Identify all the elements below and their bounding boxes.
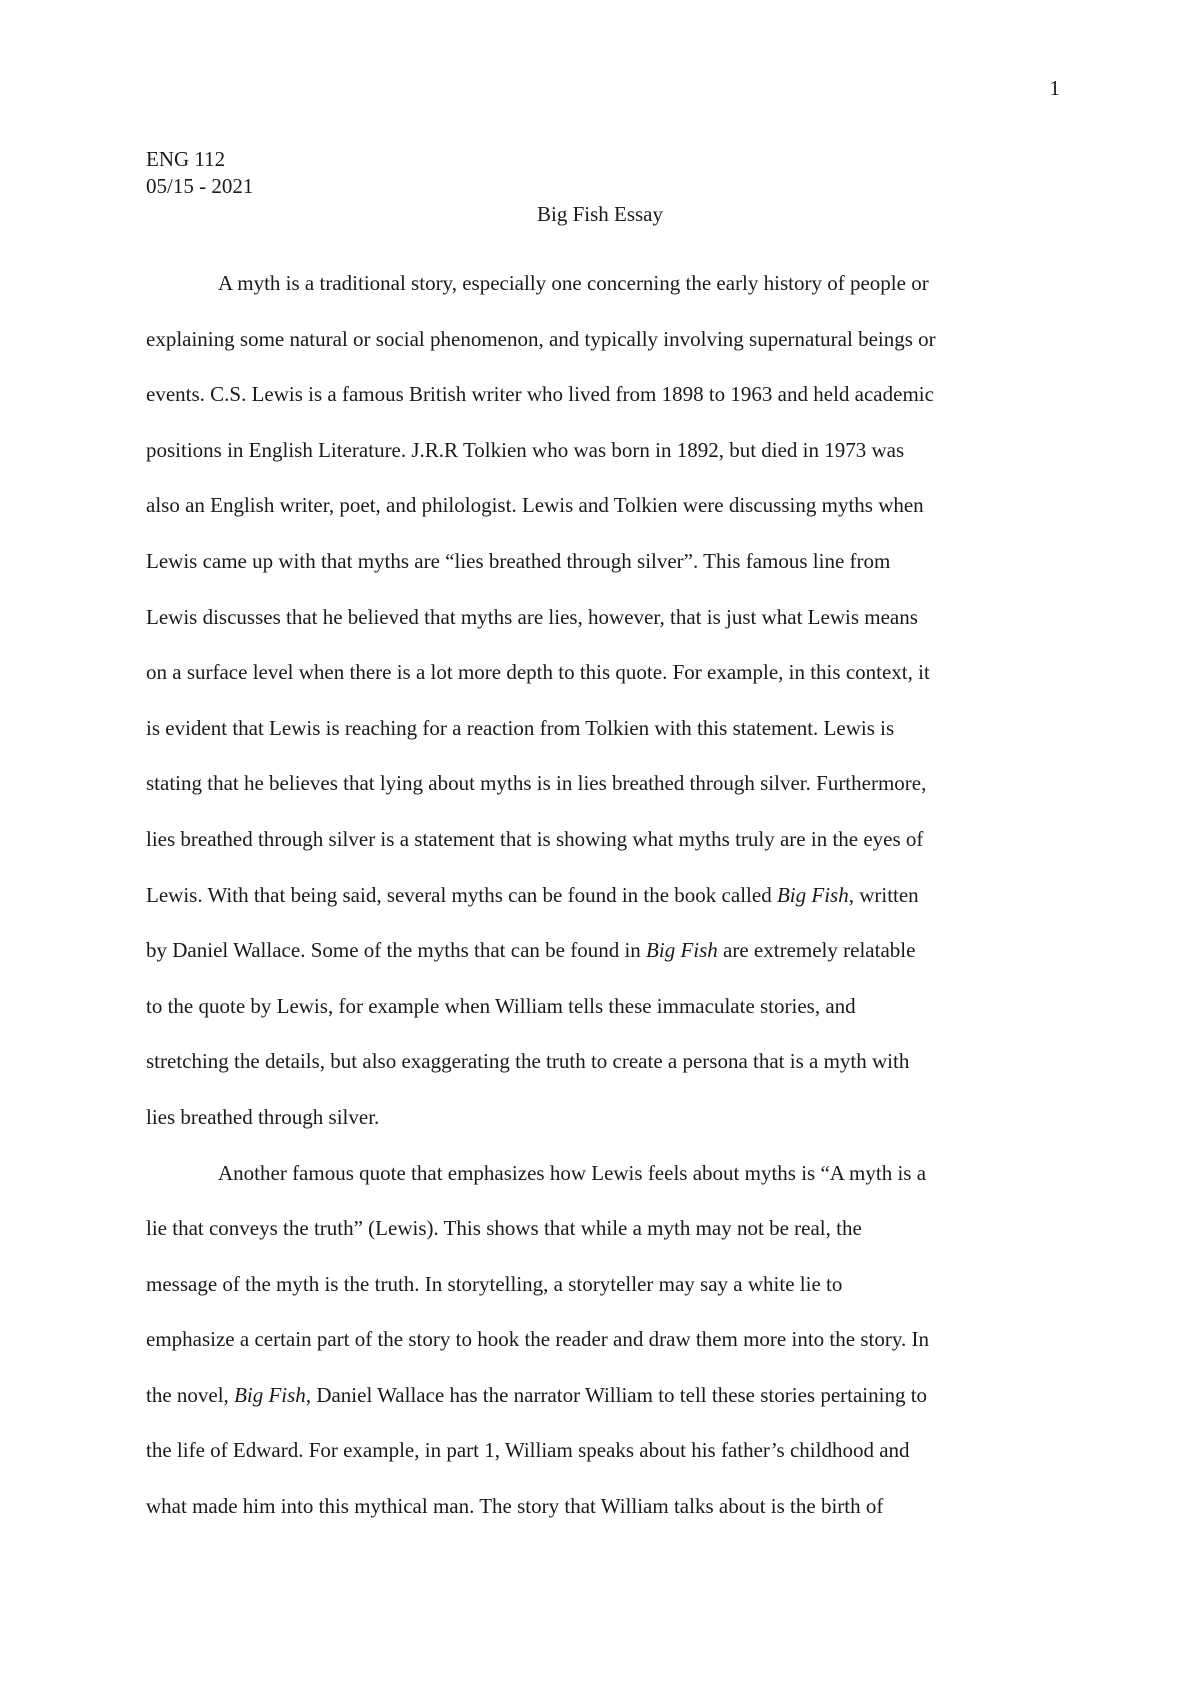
book-title-italic: Big Fish [646,938,718,963]
text-segment: also an English writer, poet, and philologist. Lewis and Tolkien were discussing myths when [146,493,924,518]
text-segment: Lewis. With that being said, several myths can be found in the book called [146,882,777,907]
text-segment: Lewis came up with that myths are “lies breathed through silver”. This famous line from [146,548,891,573]
text-segment: lies breathed through silver is a statement that is showing what myths truly are in the eyes of [146,826,924,851]
text-line [146,1034,1066,1090]
text-segment: emphasize a certain part of the story to hook the reader and draw them more into the story. In [146,1327,929,1352]
text-segment: to the quote by Lewis, for example when William tells these immaculate stories, and [146,993,856,1018]
text-line [146,1257,1066,1313]
text-line [146,312,1066,368]
essay-header [146,146,253,200]
text-segment: the life of Edward. For example, in part 1, William speaks about his father’s childhood and [146,1438,910,1463]
text-line [146,923,1066,979]
book-title-italic: Big Fish [776,882,849,907]
text-segment: , Daniel Wallace has the narrator William to tell these stories pertaining to [305,1382,928,1407]
text-line [146,1146,1066,1202]
text-line [146,256,1066,312]
text-segment: , written [848,882,919,907]
text-line [146,423,1066,479]
course-code: ENG 112 [146,147,226,171]
text-line [146,868,1066,924]
text-line [146,1368,1066,1424]
text-segment: are extremely relatable [717,938,916,963]
text-segment: by Daniel Wallace. Some of the myths that can be found in [146,938,647,963]
text-segment: events. C.S. Lewis is a famous British writer who lived from 1898 to 1963 and held academic [146,382,934,407]
text-line [146,1479,1066,1535]
text-segment: stretching the details, but also exaggerating the truth to create a persona that is a myth with [146,1049,910,1074]
text-segment: is evident that Lewis is reaching for a reaction from Tolkien with this statement. Lewis is [146,715,895,740]
essay-date: 05/15 - 2021 [146,174,254,198]
text-segment: explaining some natural or social phenomenon, and typically involving supernatural beings or [146,326,936,351]
text-segment: Lewis discusses that he believed that myths are lies, however, that is just what Lewis means [146,604,918,629]
text-segment: message of the myth is the truth. In storytelling, a storyteller may say a white lie to [146,1271,843,1296]
text-segment: on a surface level when there is a lot more depth to this quote. For example, in this context, it [146,660,930,685]
essay-title: Big Fish Essay [536,202,664,226]
text-segment: Another famous quote that emphasizes how Lewis feels about myths is “A myth is a [218,1160,927,1185]
text-line [146,1312,1066,1368]
text-line [146,979,1066,1035]
text-segment: positions in English Literature. J.R.R Tolkien who was born in 1892, but died in 1973 was [146,437,905,462]
text-line [146,756,1066,812]
text-line [146,1201,1066,1257]
text-segment: lie that conveys the truth” (Lewis). This shows that while a myth may not be real, the [146,1216,862,1241]
text-segment: what made him into this mythical man. The story that William talks about is the birth of [146,1494,884,1519]
text-line [146,812,1066,868]
text-segment: lies breathed through silver. [146,1104,380,1129]
text-line [146,534,1066,590]
book-title-italic: Big Fish [234,1382,306,1407]
text-line [146,701,1066,757]
text-segment: stating that he believes that lying about myths is in lies breathed through silver. Furthermore, [146,771,927,796]
text-segment: the novel, [146,1382,235,1407]
text-line [146,478,1066,534]
text-segment: A myth is a traditional story, especially one concerning the early history of people or [218,271,929,295]
essay-body [146,256,1066,1535]
text-line [146,645,1066,701]
text-line [146,590,1066,646]
text-line [146,1090,1066,1146]
text-line [146,367,1066,423]
text-line [146,1423,1066,1479]
page-number: 1 [1049,76,1060,100]
